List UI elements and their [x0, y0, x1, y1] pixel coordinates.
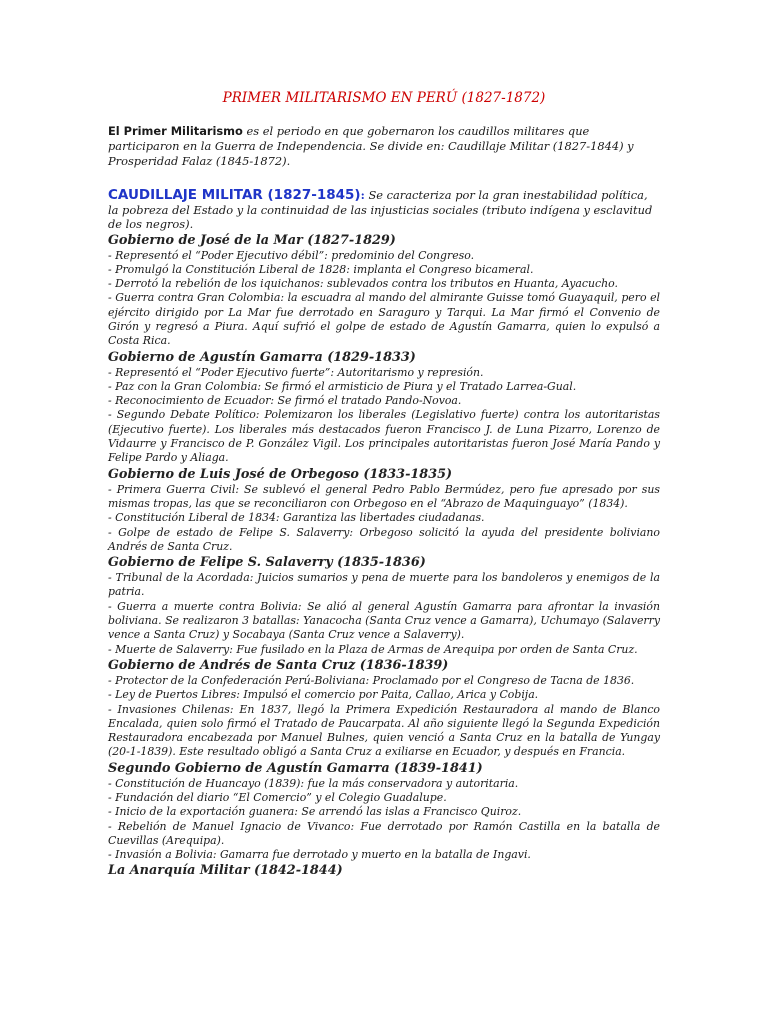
government-heading: Segundo Gobierno de Agustín Gamarra (1839-1841) — [108, 760, 483, 776]
government-item: - Constitución Liberal de 1834: Garantiza las libertades ciudadanas. — [108, 511, 485, 525]
government-item: - Invasión a Bolivia: Gamarra fue derrotado y muerto en la batalla de Ingavi. — [108, 848, 531, 862]
intro-text: es el periodo en que gobernaron los caudillos militares que participaron en la Guerra de Independencia. Se divide en: Caudillaje Militar (1827-1844) y Prosperidad Falaz (1845-1872). — [108, 124, 634, 168]
government-heading: La Anarquía Militar (1842-1844) — [108, 863, 343, 879]
section-colon: : — [360, 188, 365, 202]
government-item: - Fundación del diario “El Comercio” y el Colegio Guadalupe. — [108, 791, 447, 804]
government-heading: Gobierno de José de la Mar (1827-1829) — [108, 232, 396, 248]
government-item: - Ley de Puertos Libres: Impulsó el comercio por Paita, Callao, Arica y Cobija. — [108, 688, 539, 702]
government-item: - Promulgó la Constitución Liberal de 1828: implanta el Congreso bicameral. — [108, 262, 534, 276]
government-item: - Paz con la Gran Colombia: Se firmó el armisticio de Piura y el Tratado Larrea-Gual. — [108, 379, 577, 393]
government-section — [108, 349, 660, 466]
government-item: - Primera Guerra Civil: Se sublevó el general Pedro Pablo Bermúdez, pero fue apresado por sus mismas tropas, las que se reconciliaron con Orbegoso en el “Abrazo de Maquinguayo” (1834). — [108, 482, 660, 510]
government-heading: Gobierno de Felipe S. Salaverry (1835-1836) — [108, 555, 426, 571]
government-items — [108, 366, 660, 466]
government-items — [108, 249, 660, 349]
government-item: - Invasiones Chilenas: En 1837, llegó la Primera Expedición Restauradora al mando de Blanco Encalada, quien solo firmó el Tratado de Paucarpata. Al año siguiente llegó la Segunda Expedición Restauradora encabezada por Manuel Bulnes, quien venció a Santa Cruz en la batalla de Yungay (20-1-1839). Este resultado obligó a Santa Cruz a exiliarse en Ecuador, y después en Francia. — [108, 702, 660, 759]
document-title: PRIMER MILITARISMO EN PERÚ (1827-1872) — [222, 90, 546, 106]
government-heading: Gobierno de Agustín Gamarra (1829-1833) — [108, 349, 416, 365]
government-item: - Representó el “Poder Ejecutivo débil”: predominio del Congreso. — [108, 248, 475, 262]
government-item: - Guerra contra Gran Colombia: la escuadra al mando del almirante Guisse tomó Guayaquil, pero el ejército dirigido por La Mar fue derrotado en Saraguro y Tarqui. La Mar firmó el Convenio de Girón y regresó a Piura. Aquí sufrió el golpe de estado de Agustín Gamarra, quien lo expulsó a Costa Rica. — [108, 291, 660, 348]
government-items — [108, 571, 660, 657]
government-section — [108, 862, 660, 879]
government-item: - Golpe de estado de Felipe S. Salaverry: Orbegoso solicitó la ayuda del presidente boliviano Andrés de Santa Cruz. — [108, 525, 660, 553]
government-item: - Inicio de la exportación guanera: Se arrendó las islas a Francisco Quiroz. — [108, 805, 522, 819]
section-text: Se caracteriza por la gran inestabilidad política, la pobreza del Estado y la continuidad de las injusticias sociales (tributo indígena y esclavitud de los negros). — [108, 188, 653, 231]
government-item: - Reconocimiento de Ecuador: Se firmó el tratado Pando-Novoa. — [108, 394, 462, 408]
government-section — [108, 657, 660, 760]
government-section — [108, 554, 660, 657]
government-item: - Tribunal de la Acordada: Juicios sumarios y pena de muerte para los bandoleros y enemigos de la patria. — [108, 571, 660, 599]
government-item: - Derrotó la rebelión de los iquichanos: sublevados contra los tributos en Huanta, Ayacucho. — [108, 277, 618, 291]
government-item: - Protector de la Confederación Perú-Boliviana: Proclamado por el Congreso de Tacna de 1836. — [108, 673, 635, 687]
government-item: - Representó el “Poder Ejecutivo fuerte”: Autoritarismo y represión. — [108, 365, 484, 379]
intro-lead: El Primer Militarismo — [108, 124, 243, 138]
governments-list — [108, 232, 660, 880]
government-items — [108, 777, 660, 863]
section-label: CAUDILLAJE MILITAR (1827-1845) — [108, 187, 361, 203]
government-section — [108, 466, 660, 554]
government-item: - Constitución de Huancayo (1839): fue la más conservadora y autoritaria. — [108, 776, 519, 790]
government-items — [108, 674, 660, 760]
government-items — [108, 483, 660, 554]
government-heading: Gobierno de Andrés de Santa Cruz (1836-1839) — [108, 657, 449, 673]
government-item: - Segundo Debate Político: Polemizaron los liberales (Legislativo fuerte) contra los autoritaristas (Ejecutivo fuerte). Los liberales más destacados fueron Francisco J. de Luna Pizarro, Lorenzo de Vidaurre y Francisco de P. González Vigil. Los principales autoritaristas fueron José María Pando y Felipe Pardo y Aliaga. — [108, 408, 660, 465]
section-heading — [108, 188, 660, 232]
government-item: - Muerte de Salaverry: Fue fusilado en la Plaza de Armas de Arequipa por orden de Santa Cruz. — [108, 642, 638, 656]
government-item: - Guerra a muerte contra Bolivia: Se alió al general Agustín Gamarra para afrontar la invasión boliviana. Se realizaron 3 batallas: Yanacocha (Santa Cruz vence a Gamarra), Uchumayo (Salaverry vence a Santa Cruz) y Socabaya (Santa Cruz vence a Salaverry). — [108, 599, 660, 642]
government-section — [108, 232, 660, 349]
government-item: - Rebelión de Manuel Ignacio de Vivanco: Fue derrotado por Ramón Castilla en la batalla de Cuevillas (Arequipa). — [108, 819, 660, 847]
government-heading: Gobierno de Luis José de Orbegoso (1833-1835) — [108, 466, 453, 482]
intro-paragraph — [108, 124, 660, 169]
government-section — [108, 760, 660, 863]
